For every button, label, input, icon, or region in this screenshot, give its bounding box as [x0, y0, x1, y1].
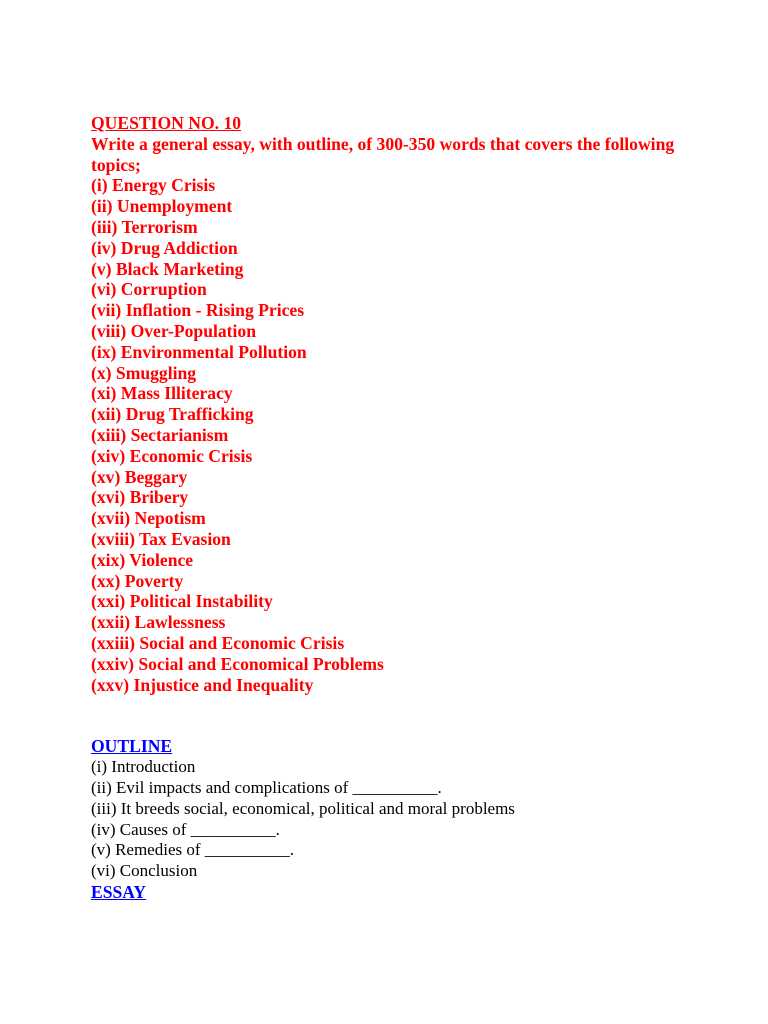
topic-item: (ix) Environmental Pollution: [91, 341, 307, 362]
outline-item: (vi) Conclusion: [91, 861, 198, 881]
topic-item: (xii) Drug Trafficking: [91, 404, 254, 425]
topic-item: (xv) Beggary: [91, 466, 188, 487]
outline-item: (iii) It breeds social, economical, political and moral problems: [91, 798, 515, 818]
question-instruction: Write a general essay, with outline, of 300-350 words that covers the following topics;: [91, 133, 675, 175]
outline-item: (ii) Evil impacts and complications of __________.: [91, 777, 442, 797]
question-section: [91, 113, 708, 695]
outline-item: (v) Remedies of __________.: [91, 840, 295, 860]
topic-item: (vii) Inflation - Rising Prices: [91, 300, 305, 321]
topic-item: (xiii) Sectarianism: [91, 424, 229, 445]
topic-item: (i) Energy Crisis: [91, 175, 216, 196]
topic-item: (xxiv) Social and Economical Problems: [91, 653, 384, 674]
topic-item: (xviii) Tax Evasion: [91, 528, 231, 549]
outline-heading: OUTLINE: [91, 736, 173, 757]
topic-item: (x) Smuggling: [91, 362, 197, 383]
topic-item: (xiv) Economic Crisis: [91, 445, 253, 466]
topic-item: (xxiii) Social and Economic Crisis: [91, 632, 345, 653]
topic-list: [91, 175, 708, 695]
topic-item: (xi) Mass Illiteracy: [91, 383, 233, 404]
outline-item: (i) Introduction: [91, 757, 196, 777]
topic-item: (xxii) Lawlessness: [91, 612, 226, 633]
topic-item: (viii) Over-Population: [91, 320, 257, 341]
outline-list: [91, 757, 708, 882]
topic-item: (ii) Unemployment: [91, 196, 233, 217]
topic-item: (xxv) Injustice and Inequality: [91, 674, 314, 695]
topic-item: (vi) Corruption: [91, 279, 207, 300]
topic-item: (xvii) Nepotism: [91, 508, 206, 529]
outline-item: (iv) Causes of __________.: [91, 819, 280, 839]
essay-heading: ESSAY: [91, 881, 147, 902]
topic-item: (v) Black Marketing: [91, 258, 244, 279]
topic-item: (xvi) Bribery: [91, 487, 189, 508]
question-title: QUESTION NO. 10: [91, 113, 242, 133]
topic-item: (xxi) Political Instability: [91, 591, 273, 612]
topic-item: (iv) Drug Addiction: [91, 237, 238, 258]
topic-item: (xix) Violence: [91, 549, 194, 570]
topic-item: (xx) Poverty: [91, 570, 184, 591]
topic-item: (iii) Terrorism: [91, 216, 198, 237]
outline-section: [91, 736, 708, 902]
